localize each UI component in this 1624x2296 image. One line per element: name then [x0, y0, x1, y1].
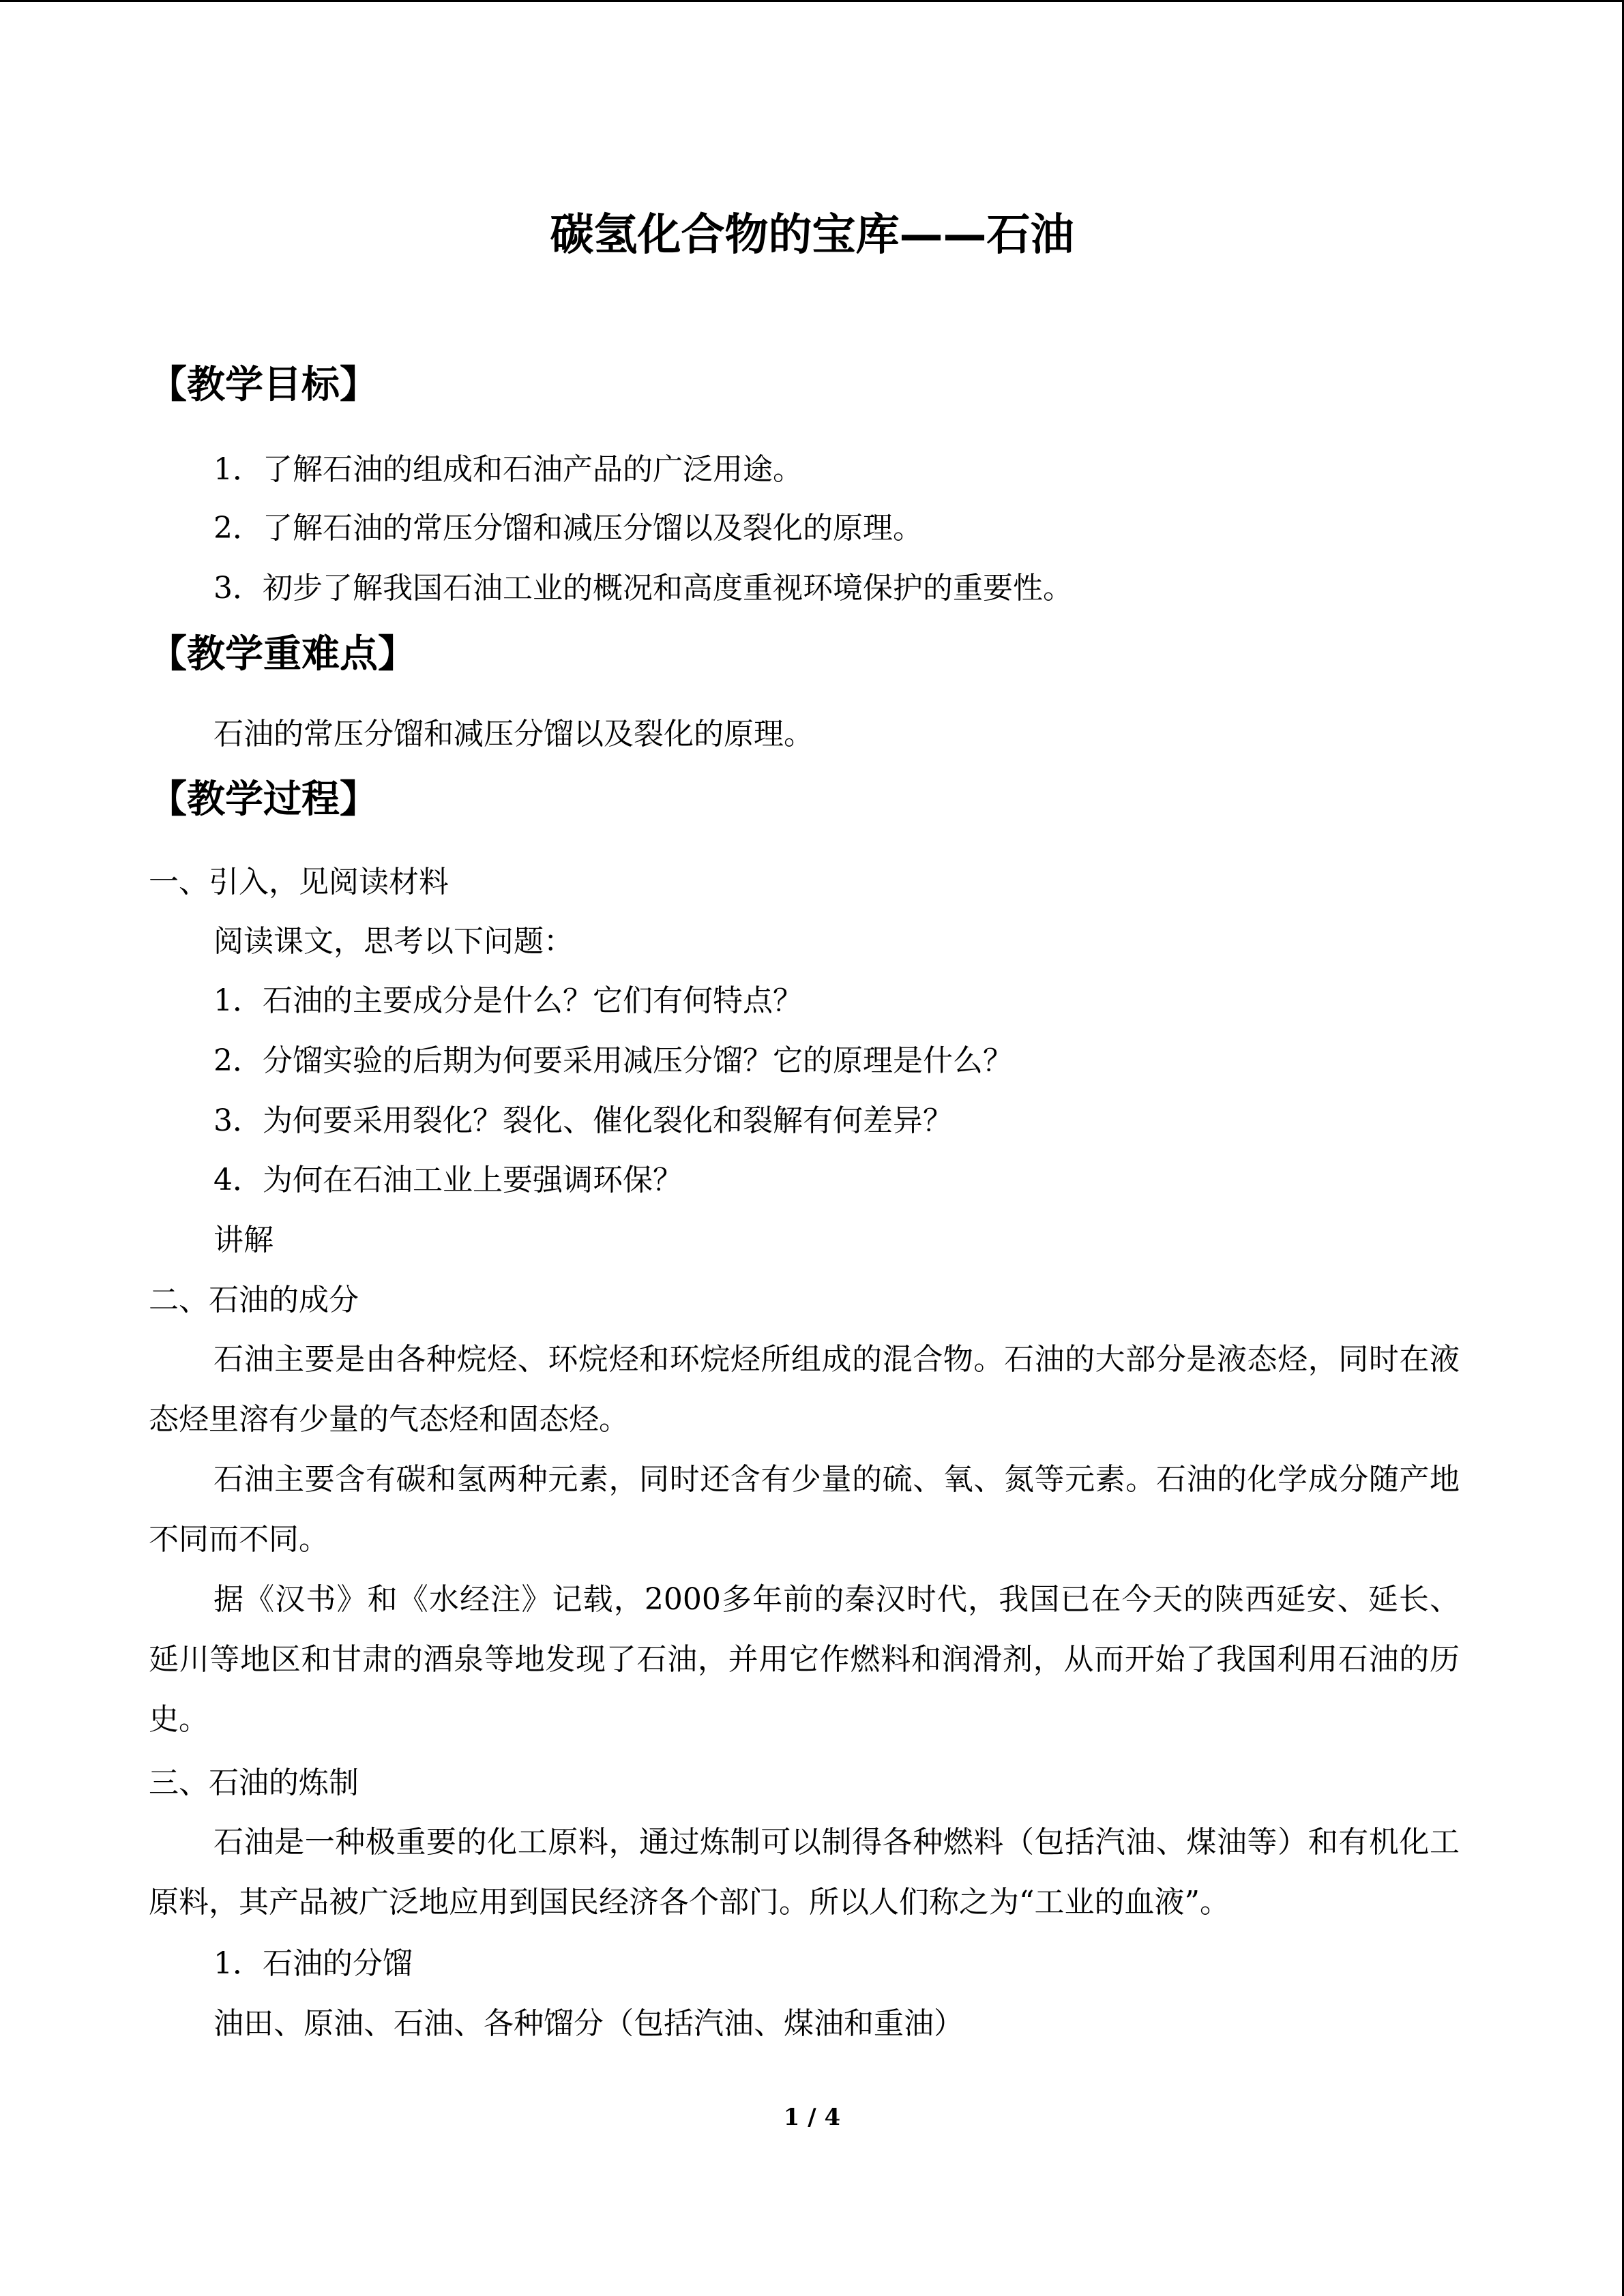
page-title: 碳氢化合物的宝库——石油 [550, 210, 1074, 260]
part2-paragraph-1: 石油主要是由各种烷烃、环烷烃和环烷烃所组成的混合物。石油的大部分是液态烃，同时在液态烃里溶有少量的气态烃和固态烃。 [149, 1342, 1460, 1437]
part2-paragraph-3: 据《汉书》和《水经注》记载，2000多年前的秦汉时代，我国已在今天的陕西延安、延长、延川等地区和甘肃的酒泉等地发现了石油，并用它作燃料和润滑剂，从而开始了我国利用石油的历史。 [149, 1582, 1460, 1737]
question-4: 4．为何在石油工业上要强调环保？ [213, 1163, 683, 1197]
part2-title: 二、石油的成分 [149, 1283, 359, 1317]
part3-title: 三、石油的炼制 [149, 1765, 359, 1800]
heading-key-points: 【教学重难点】 [149, 632, 416, 676]
part1-title: 一、引入，见阅读材料 [149, 865, 449, 899]
question-1: 1．石油的主要成分是什么？它们有何特点？ [213, 983, 803, 1018]
objective-item-2: 2．了解石油的常压分馏和减压分馏以及裂化的原理。 [213, 511, 923, 546]
objective-item-1: 1．了解石油的组成和石油产品的广泛用途。 [213, 452, 803, 487]
part2-paragraph-2: 石油主要含有碳和氢两种元素，同时还含有少量的硫、氧、氮等元素。石油的化学成分随产地不同而不同。 [149, 1462, 1460, 1557]
question-2: 2．分馏实验的后期为何要采用减压分馏？它的原理是什么？ [213, 1043, 1013, 1078]
key-points-text: 石油的常压分馏和减压分馏以及裂化的原理。 [213, 717, 814, 751]
objective-item-3: 3．初步了解我国石油工业的概况和高度重视环境保护的重要性。 [213, 571, 1073, 606]
part1-intro: 阅读课文，思考以下问题： [213, 924, 574, 959]
part3-paragraph: 石油是一种极重要的化工原料，通过炼制可以制得各种燃料（包括汽油、煤油等）和有机化工原料，其产品被广泛地应用到国民经济各个部门。所以人们称之为“工业的血液”。 [149, 1825, 1460, 1920]
part3-flow: 油田、原油、石油、各种馏分（包括汽油、煤油和重油） [213, 2006, 964, 2041]
heading-process: 【教学过程】 [149, 777, 378, 822]
page-number: 1 / 4 [783, 2104, 841, 2131]
top-border-rule [0, 0, 1624, 2]
part1-explain: 讲解 [213, 1223, 274, 1257]
question-3: 3．为何要采用裂化？裂化、催化裂化和裂解有何差异？ [213, 1103, 953, 1138]
heading-objectives: 【教学目标】 [149, 363, 378, 407]
part3-subsection: 1．石油的分馏 [213, 1946, 413, 1981]
